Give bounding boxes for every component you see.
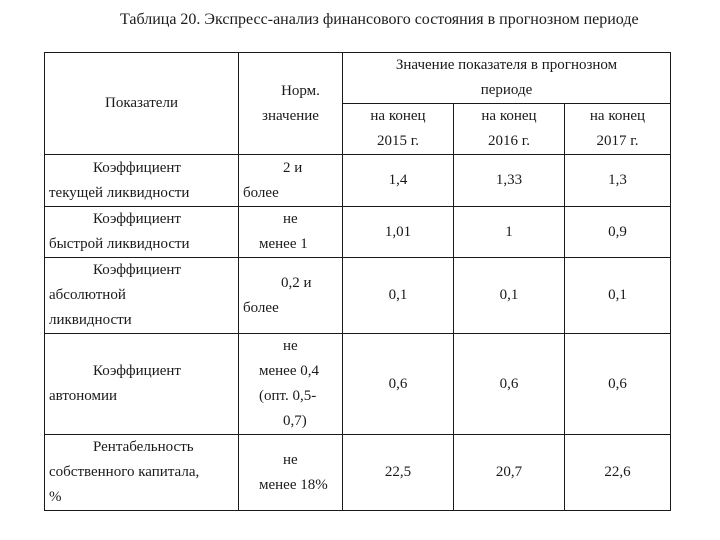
- table-row: [45, 258, 671, 334]
- norm-value: не менее 1: [239, 207, 343, 258]
- header-indicators: Показатели: [45, 53, 239, 155]
- indicator-name: Рентабельность собственного капитала, %: [45, 435, 239, 511]
- value-2015: 0,1: [343, 258, 454, 334]
- indicator-name: Коэффициент текущей ликвидности: [45, 155, 239, 207]
- header-year-2016: на конец 2016 г.: [454, 104, 565, 155]
- value-2015: 22,5: [343, 435, 454, 511]
- header-year-2017: на конец 2017 г.: [565, 104, 671, 155]
- norm-value: 2 и более: [239, 155, 343, 207]
- value-2015: 1,01: [343, 207, 454, 258]
- value-2016: 0,6: [454, 334, 565, 435]
- value-2017: 0,9: [565, 207, 671, 258]
- header-year-2015: на конец 2015 г.: [343, 104, 454, 155]
- value-2017: 1,3: [565, 155, 671, 207]
- indicator-name: Коэффициент автономии: [45, 334, 239, 435]
- value-2017: 0,6: [565, 334, 671, 435]
- table-row: [45, 207, 671, 258]
- value-2016: 0,1: [454, 258, 565, 334]
- indicator-name: Коэффициент быстрой ликвидности: [45, 207, 239, 258]
- header-norm-value: Норм. значение: [239, 53, 343, 155]
- norm-value: 0,2 и более: [239, 258, 343, 334]
- value-2015: 0,6: [343, 334, 454, 435]
- norm-value: не менее 18%: [239, 435, 343, 511]
- table-row: [45, 155, 671, 207]
- value-2015: 1,4: [343, 155, 454, 207]
- table-row: [45, 334, 671, 435]
- financial-analysis-table: [44, 52, 671, 511]
- indicator-name: Коэффициент абсолютной ликвидности: [45, 258, 239, 334]
- value-2016: 1,33: [454, 155, 565, 207]
- value-2017: 22,6: [565, 435, 671, 511]
- value-2016: 20,7: [454, 435, 565, 511]
- table-caption: Таблица 20. Экспресс-анализ финансового состояния в прогнозном периоде: [120, 11, 639, 28]
- table-row: [45, 435, 671, 511]
- norm-value: не менее 0,4 (опт. 0,5- 0,7): [239, 334, 343, 435]
- value-2016: 1: [454, 207, 565, 258]
- header-forecast-period: Значение показателя в прогнозном периоде: [343, 53, 671, 104]
- value-2017: 0,1: [565, 258, 671, 334]
